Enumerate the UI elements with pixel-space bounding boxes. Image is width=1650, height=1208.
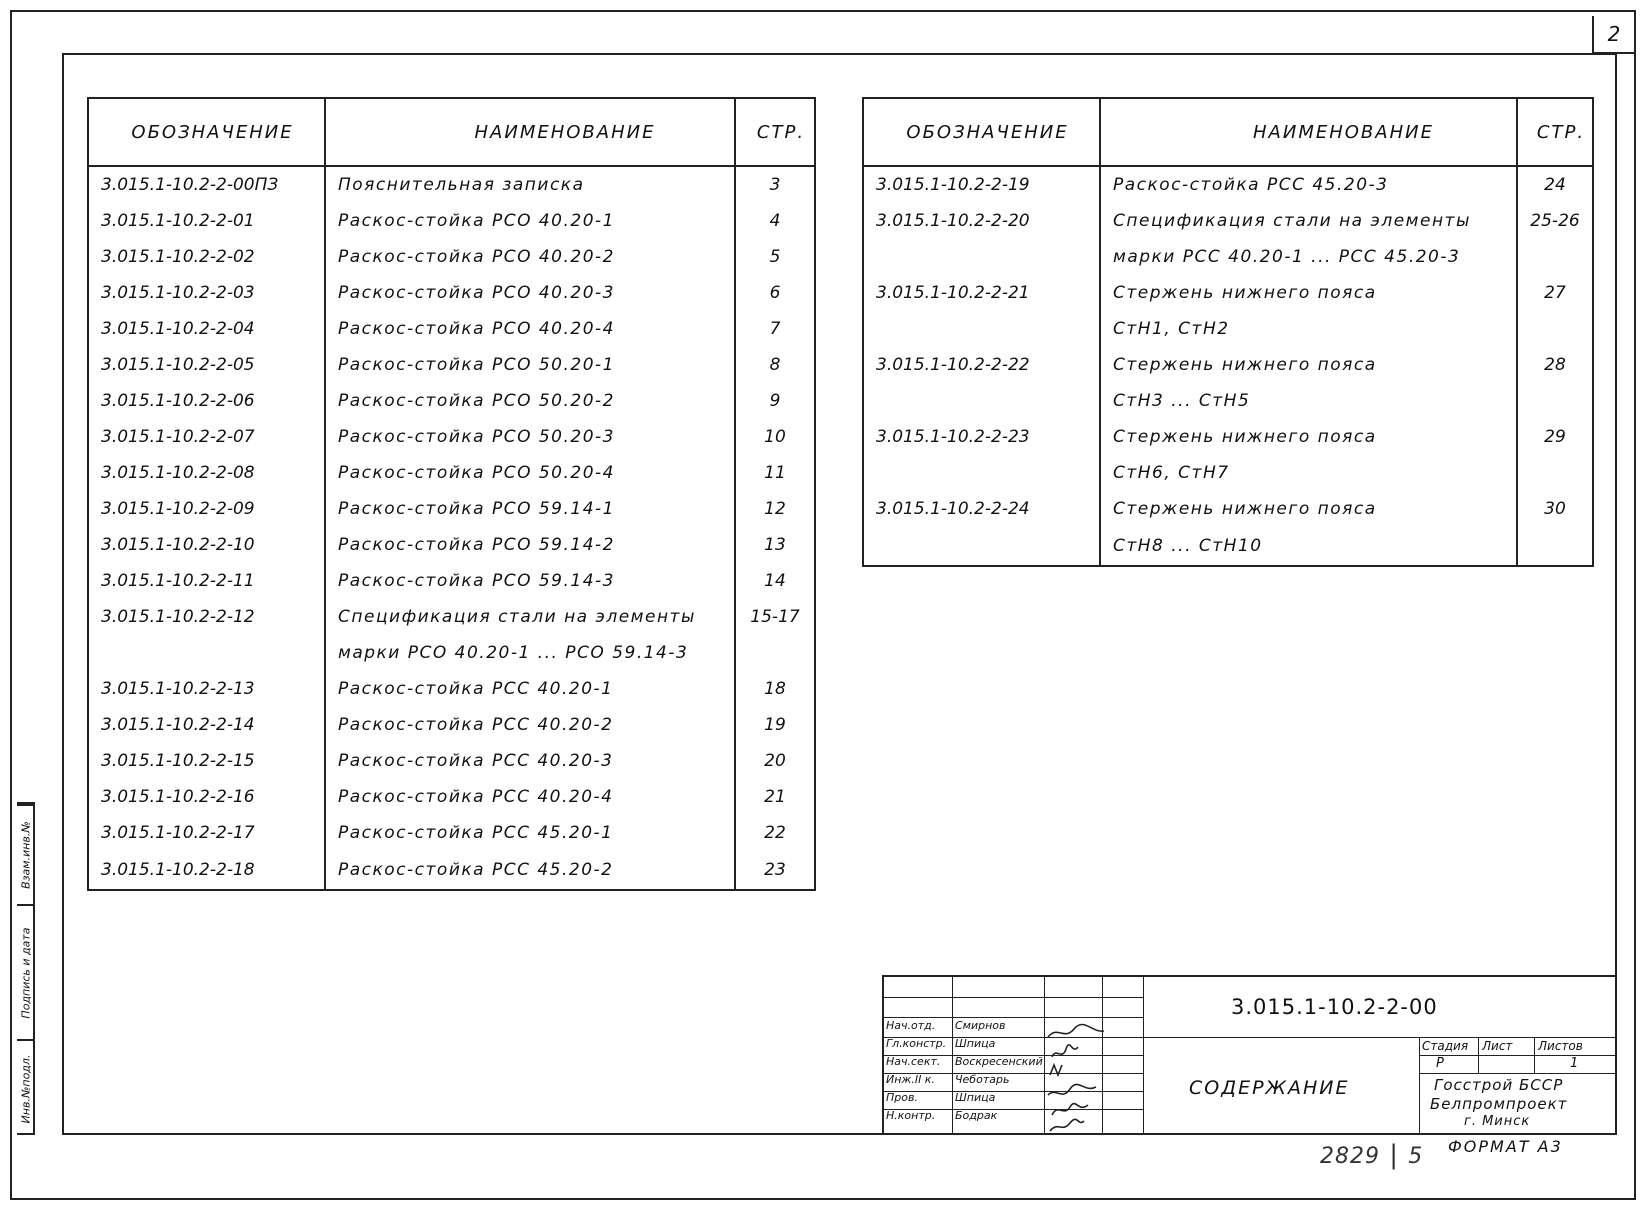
row-name: Спецификация стали на элементы — [325, 599, 735, 635]
row-designation: 3.015.1-10.2-2-12 — [88, 599, 325, 635]
row-page — [735, 635, 815, 671]
row-designation — [88, 635, 325, 671]
table-header-row — [863, 98, 1593, 166]
row-designation: 3.015.1-10.2-2-01 — [88, 203, 325, 239]
table-row — [863, 383, 1593, 419]
table-row — [88, 239, 815, 275]
row-page — [1517, 239, 1593, 275]
row-name: Стержень нижнего пояса — [1100, 347, 1517, 383]
signature-role: Нач.отд. — [886, 1019, 936, 1032]
row-name: Раскос-стойка РСО 40.20-3 — [325, 275, 735, 311]
header-designation: ОБОЗНАЧЕНИЕ — [863, 98, 1100, 166]
table-row — [863, 419, 1593, 455]
row-designation: 3.015.1-10.2-2-08 — [88, 455, 325, 491]
table-row — [863, 166, 1593, 203]
signature-name: Шпица — [955, 1091, 996, 1104]
row-page: 12 — [735, 491, 815, 527]
row-designation: 3.015.1-10.2-2-10 — [88, 527, 325, 563]
row-designation: 3.015.1-10.2-2-23 — [863, 419, 1100, 455]
row-name: Раскос-стойка РСО 50.20-1 — [325, 347, 735, 383]
signature-name: Бодрак — [955, 1109, 998, 1122]
row-name: Раскос-стойка РСС 45.20-3 — [1100, 166, 1517, 203]
row-designation: 3.015.1-10.2-2-24 — [863, 491, 1100, 527]
signature-name: Чеботарь — [955, 1073, 1010, 1086]
row-name: Пояснительная записка — [325, 166, 735, 203]
signature-role: Н.контр. — [886, 1109, 936, 1122]
row-name: Раскос-стойка РСС 45.20-2 — [325, 851, 735, 890]
table-row — [88, 815, 815, 851]
table-row — [863, 527, 1593, 566]
row-page: 3 — [735, 166, 815, 203]
row-page: 23 — [735, 851, 815, 890]
signature-name: Воскресенский — [955, 1055, 1043, 1068]
row-designation: 3.015.1-10.2-2-22 — [863, 347, 1100, 383]
table-row — [88, 203, 815, 239]
archive-stamp-suffix: 5 — [1408, 1144, 1424, 1169]
sheets-label: Листов — [1538, 1039, 1583, 1053]
row-name: Раскос-стойка РСС 40.20-1 — [325, 671, 735, 707]
signature-name: Смирнов — [955, 1019, 1006, 1032]
table-row — [863, 239, 1593, 275]
row-page: 20 — [735, 743, 815, 779]
row-name: Стержень нижнего пояса — [1100, 275, 1517, 311]
row-page: 22 — [735, 815, 815, 851]
row-name: Раскос-стойка РСО 50.20-2 — [325, 383, 735, 419]
row-designation: 3.015.1-10.2-2-19 — [863, 166, 1100, 203]
row-page: 29 — [1517, 419, 1593, 455]
stage-label: Стадия — [1422, 1039, 1469, 1053]
row-designation: 3.015.1-10.2-2-04 — [88, 311, 325, 347]
row-page: 25-26 — [1517, 203, 1593, 239]
table-row — [88, 635, 815, 671]
row-designation: 3.015.1-10.2-2-07 — [88, 419, 325, 455]
row-page: 15-17 — [735, 599, 815, 635]
row-name: Раскос-стойка РСС 40.20-3 — [325, 743, 735, 779]
row-name: Стержень нижнего пояса — [1100, 419, 1517, 455]
row-designation: 3.015.1-10.2-2-17 — [88, 815, 325, 851]
row-designation: 3.015.1-10.2-2-21 — [863, 275, 1100, 311]
document-title: СОДЕРЖАНИЕ — [1189, 1077, 1350, 1099]
document-code: 3.015.1-10.2-2-00 — [1231, 995, 1438, 1019]
row-name: марки РСС 40.20-1 ... РСС 45.20-3 — [1100, 239, 1517, 275]
signature-role: Инж.II к. — [886, 1073, 935, 1086]
contents-table-right — [862, 97, 1594, 567]
row-name: Раскос-стойка РСО 40.20-4 — [325, 311, 735, 347]
format-label: ФОРМАТ А3 — [1448, 1137, 1563, 1156]
row-page: 14 — [735, 563, 815, 599]
row-name: СтН3 ... СтН5 — [1100, 383, 1517, 419]
row-page — [1517, 527, 1593, 566]
row-name: СтН1, СтН2 — [1100, 311, 1517, 347]
row-name: Раскос-стойка РСС 40.20-2 — [325, 707, 735, 743]
row-designation: 3.015.1-10.2-2-09 — [88, 491, 325, 527]
archive-stamp: 2829 | 5 — [1320, 1140, 1424, 1170]
table-row — [88, 707, 815, 743]
signature-name: Шпица — [955, 1037, 996, 1050]
row-designation: 3.015.1-10.2-2-14 — [88, 707, 325, 743]
row-name: Раскос-стойка РСС 40.20-4 — [325, 779, 735, 815]
table-row — [88, 851, 815, 890]
row-name: марки РСО 40.20-1 ... РСО 59.14-3 — [325, 635, 735, 671]
row-designation: 3.015.1-10.2-2-03 — [88, 275, 325, 311]
row-designation: 3.015.1-10.2-2-02 — [88, 239, 325, 275]
stage-value: Р — [1436, 1056, 1444, 1071]
row-name: Раскос-стойка РСО 40.20-1 — [325, 203, 735, 239]
row-designation: 3.015.1-10.2-2-15 — [88, 743, 325, 779]
row-page: 21 — [735, 779, 815, 815]
table-row — [88, 599, 815, 635]
row-designation — [863, 527, 1100, 566]
row-name: СтН6, СтН7 — [1100, 455, 1517, 491]
table-row — [88, 779, 815, 815]
table-row — [88, 743, 815, 779]
row-page: 10 — [735, 419, 815, 455]
signature-role: Нач.сект. — [886, 1055, 941, 1068]
table-row — [88, 166, 815, 203]
row-name: Раскос-стойка РСО 50.20-3 — [325, 419, 735, 455]
row-page: 27 — [1517, 275, 1593, 311]
header-name: НАИМЕНОВАНИЕ — [1100, 98, 1517, 166]
row-name: Стержень нижнего пояса — [1100, 491, 1517, 527]
table-row — [88, 311, 815, 347]
title-block — [882, 975, 1617, 1135]
header-designation: ОБОЗНАЧЕНИЕ — [88, 98, 325, 166]
header-page: СТР. — [735, 98, 815, 166]
row-designation: 3.015.1-10.2-2-00ПЗ — [88, 166, 325, 203]
margin-cell-signature-date: Подпись и дата — [17, 904, 35, 1039]
archive-stamp-number: 2829 — [1320, 1144, 1380, 1169]
row-page: 7 — [735, 311, 815, 347]
margin-cell-replacement: Взам.инв.№ — [17, 804, 35, 904]
row-page: 13 — [735, 527, 815, 563]
header-name: НАИМЕНОВАНИЕ — [325, 98, 735, 166]
row-page: 6 — [735, 275, 815, 311]
handwritten-signatures — [1044, 1017, 1144, 1135]
row-name: Спецификация стали на элементы — [1100, 203, 1517, 239]
row-page: 9 — [735, 383, 815, 419]
row-designation: 3.015.1-10.2-2-05 — [88, 347, 325, 383]
sheets-value: 1 — [1570, 1056, 1579, 1071]
table-row — [863, 311, 1593, 347]
table-row — [863, 203, 1593, 239]
row-designation: 3.015.1-10.2-2-20 — [863, 203, 1100, 239]
row-name: Раскос-стойка РСО 59.14-1 — [325, 491, 735, 527]
margin-stamp — [17, 802, 35, 1135]
row-page: 11 — [735, 455, 815, 491]
row-page: 8 — [735, 347, 815, 383]
org-line-2: Белпромпроект — [1430, 1095, 1568, 1113]
sheet-label: Лист — [1482, 1039, 1513, 1053]
table-row — [88, 275, 815, 311]
contents-table-left — [87, 97, 816, 891]
org-line-1: Госстрой БССР — [1434, 1076, 1564, 1094]
row-designation: 3.015.1-10.2-2-06 — [88, 383, 325, 419]
signature-role: Пров. — [886, 1091, 918, 1104]
row-name: Раскос-стойка РСО 50.20-4 — [325, 455, 735, 491]
table-row — [88, 491, 815, 527]
row-designation — [863, 455, 1100, 491]
row-name: Раскос-стойка РСО 59.14-2 — [325, 527, 735, 563]
row-name: СтН8 ... СтН10 — [1100, 527, 1517, 566]
row-designation: 3.015.1-10.2-2-13 — [88, 671, 325, 707]
margin-cell-original-number: Инв.№подл. — [17, 1039, 35, 1137]
table-row — [88, 671, 815, 707]
row-name: Раскос-стойка РСО 40.20-2 — [325, 239, 735, 275]
header-page: СТР. — [1517, 98, 1593, 166]
row-page: 30 — [1517, 491, 1593, 527]
table-row — [88, 563, 815, 599]
row-designation — [863, 383, 1100, 419]
row-page: 24 — [1517, 166, 1593, 203]
row-page — [1517, 455, 1593, 491]
table-row — [863, 455, 1593, 491]
row-page: 28 — [1517, 347, 1593, 383]
table-header-row — [88, 98, 815, 166]
table-row — [88, 347, 815, 383]
row-page: 5 — [735, 239, 815, 275]
row-page — [1517, 383, 1593, 419]
table-row — [88, 455, 815, 491]
row-page: 19 — [735, 707, 815, 743]
org-line-3: г. Минск — [1464, 1114, 1531, 1129]
row-page: 4 — [735, 203, 815, 239]
signature-role: Гл.констр. — [886, 1037, 947, 1050]
row-designation — [863, 311, 1100, 347]
table-row — [863, 347, 1593, 383]
row-page: 18 — [735, 671, 815, 707]
row-designation: 3.015.1-10.2-2-18 — [88, 851, 325, 890]
row-name: Раскос-стойка РСО 59.14-3 — [325, 563, 735, 599]
table-row — [863, 491, 1593, 527]
row-designation: 3.015.1-10.2-2-11 — [88, 563, 325, 599]
row-designation: 3.015.1-10.2-2-16 — [88, 779, 325, 815]
page-number: 2 — [1592, 16, 1634, 54]
table-row — [88, 527, 815, 563]
row-name: Раскос-стойка РСС 45.20-1 — [325, 815, 735, 851]
row-designation — [863, 239, 1100, 275]
row-page — [1517, 311, 1593, 347]
table-row — [88, 383, 815, 419]
table-row — [863, 275, 1593, 311]
table-row — [88, 419, 815, 455]
